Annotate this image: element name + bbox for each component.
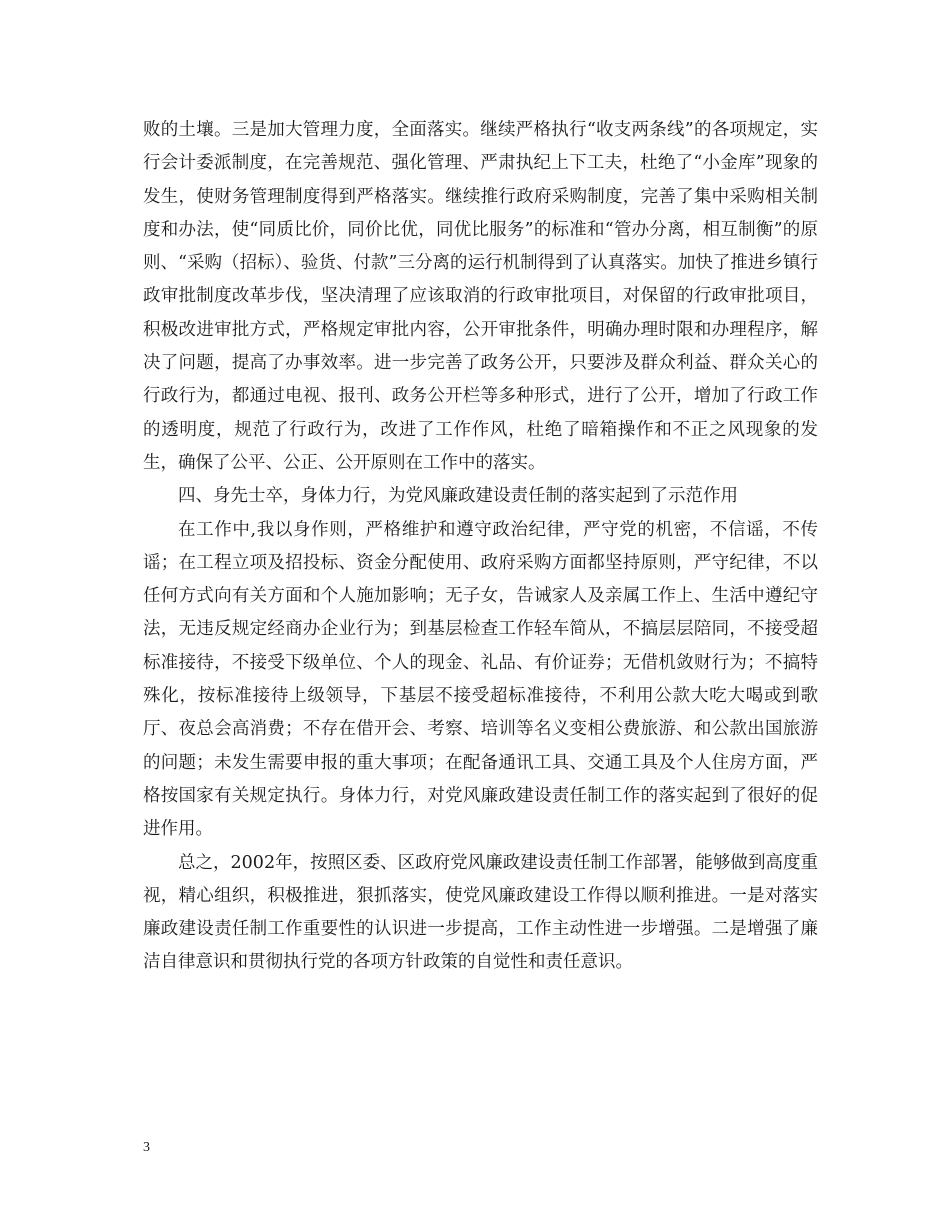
section-heading: 四、身先士卒，身体力行，为党风廉政建设责任制的落实起到了示范作用 <box>178 486 738 507</box>
body-text <box>143 114 818 980</box>
paragraph: 在工作中,我以身作则，严格维护和遵守政治纪律，严守党的机密，不信谣，不传谣；在工程立项及招投标、资金分配使用、政府采购方面都坚持原则，严守纪律，不以任何方式向有关方面和个人施加影响；无子女，告诫家人及亲属工作上、生活中遵纪守法，无违反规定经商办企业行为；到基层检查工作轻车简从，不搞层层陪同，不接受超标准接待，不接受下级单位、个人的现金、礼品、有价证券；无借机敛财行为；不搞特殊化，按标准接待上级领导，下基层不接受超标准接待，不利用公款大吃大喝或到歌厅、夜总会高消费；不存在借开会、考察、培训等名义变相公费旅游、和公款出国旅游的问题；未发生需要申报的重大事项；在配备通讯工具、交通工具及个人住房方面，严格按国家有关规定执行。身体力行，对党风廉政建设责任制工作的落实起到了很好的促进作用。 <box>143 519 818 840</box>
page-number: 3 <box>143 1140 150 1155</box>
paragraph-summary: 总之，2002年，按照区委、区政府党风廉政建设责任制工作部署，能够做到高度重视，精心组织，积极推进，狠抓落实，使党风廉政建设工作得以顺利推进。一是对落实廉政建设责任制工作重要性的认识进一步提高，工作主动性进一步增强。二是增强了廉洁自律意识和贯彻执行党的各项方针政策的自觉性和责任意识。 <box>143 852 818 973</box>
paragraph-continuation: 败的土壤。三是加大管理力度，全面落实。继续严格执行“收支两条线”的各项规定，实行会计委派制度，在完善规范、强化管理、严肃执纪上下工夫，杜绝了“小金库”现象的发生，使财务管理制度得到严格落实。继续推行政府采购制度，完善了集中采购相关制度和办法，使“同质比价，同价比优，同优比服务”的标准和“管办分离，相互制衡”的原则、“采购（招标）、验货、付款”三分离的运行机制得到了认真落实。加快了推进乡镇行政审批制度改革步伐，坚决清理了应该取消的行政审批项目，对保留的行政审批项目，积极改进审批方式，严格规定审批内容，公开审批条件，明确办理时限和办理程序，解决了问题，提高了办事效率。进一步完善了政务公开，只要涉及群众利益、群众关心的行政行为，都通过电视、报刊、政务公开栏等多种形式，进行了公开，增加了行政工作的透明度，规范了行政行为，改进了工作作风，杜绝了暗箱操作和不正之风现象的发生，确保了公平、公正、公开原则在工作中的落实。 <box>143 120 818 473</box>
